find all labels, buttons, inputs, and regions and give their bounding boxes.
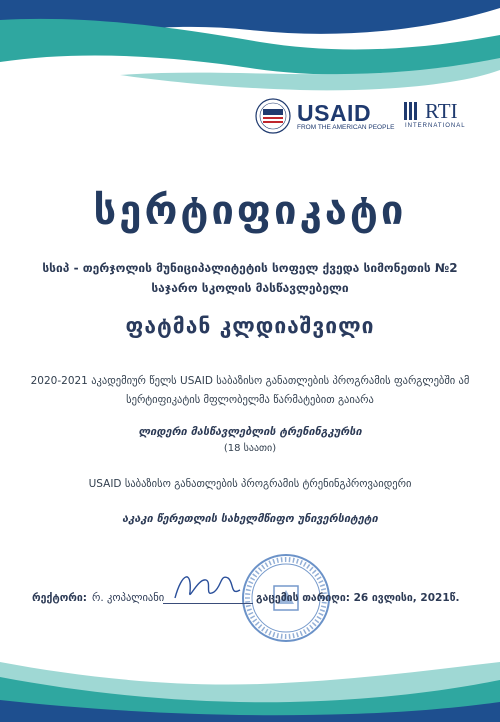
sponsor-logos	[255, 98, 485, 134]
provider-name: აკაკი წერეთლის სახელმწიფო უნივერსიტეტი	[122, 512, 378, 525]
certificate-title: სერტიფიკატი	[93, 188, 407, 234]
rector-label: რექტორი:	[32, 592, 88, 604]
rti-tagline: INTERNATIONAL	[405, 123, 466, 129]
course-hours: (18 საათი)	[223, 443, 277, 454]
rector-name: რ. კოპალიანი	[92, 592, 165, 604]
school-name: სსიპ - თერჯოლის მუნიციპალიტეტის სოფელ ქვედა სიმონეთის №2 საჯარო სკოლის მასწავლებელი	[42, 261, 458, 295]
recipient-name: ფატმან კლდიაშვილი	[125, 314, 375, 338]
rti-logo: RTI	[425, 99, 458, 123]
usaid-tagline: FROM THE AMERICAN PEOPLE	[297, 124, 395, 131]
usaid-seal-icon	[255, 98, 291, 134]
issue-date: გაცემის თარიღი: 26 ივლისი, 2021წ.	[256, 592, 460, 604]
provider-label: USAID საბაზისო განათლების პროგრამის ტრენინგპროვაიდერი	[88, 478, 412, 490]
signature-line	[163, 603, 253, 604]
course-name: ლიდერი მასწავლებლის ტრენინგკურსი	[138, 425, 362, 438]
rti-mark-icon	[403, 100, 427, 122]
usaid-logo: USAID	[297, 100, 372, 126]
bottom-wave-decoration	[0, 632, 500, 722]
description-text: 2020-2021 აკადემიურ წელს USAID საბაზისო განათლების პროგრამის ფარგლებში ამ სერტიფიკატის მფლობელმა წარმატებით გაიარა	[30, 375, 470, 406]
top-wave-decoration	[0, 0, 500, 95]
rector-signature-icon	[170, 566, 245, 606]
